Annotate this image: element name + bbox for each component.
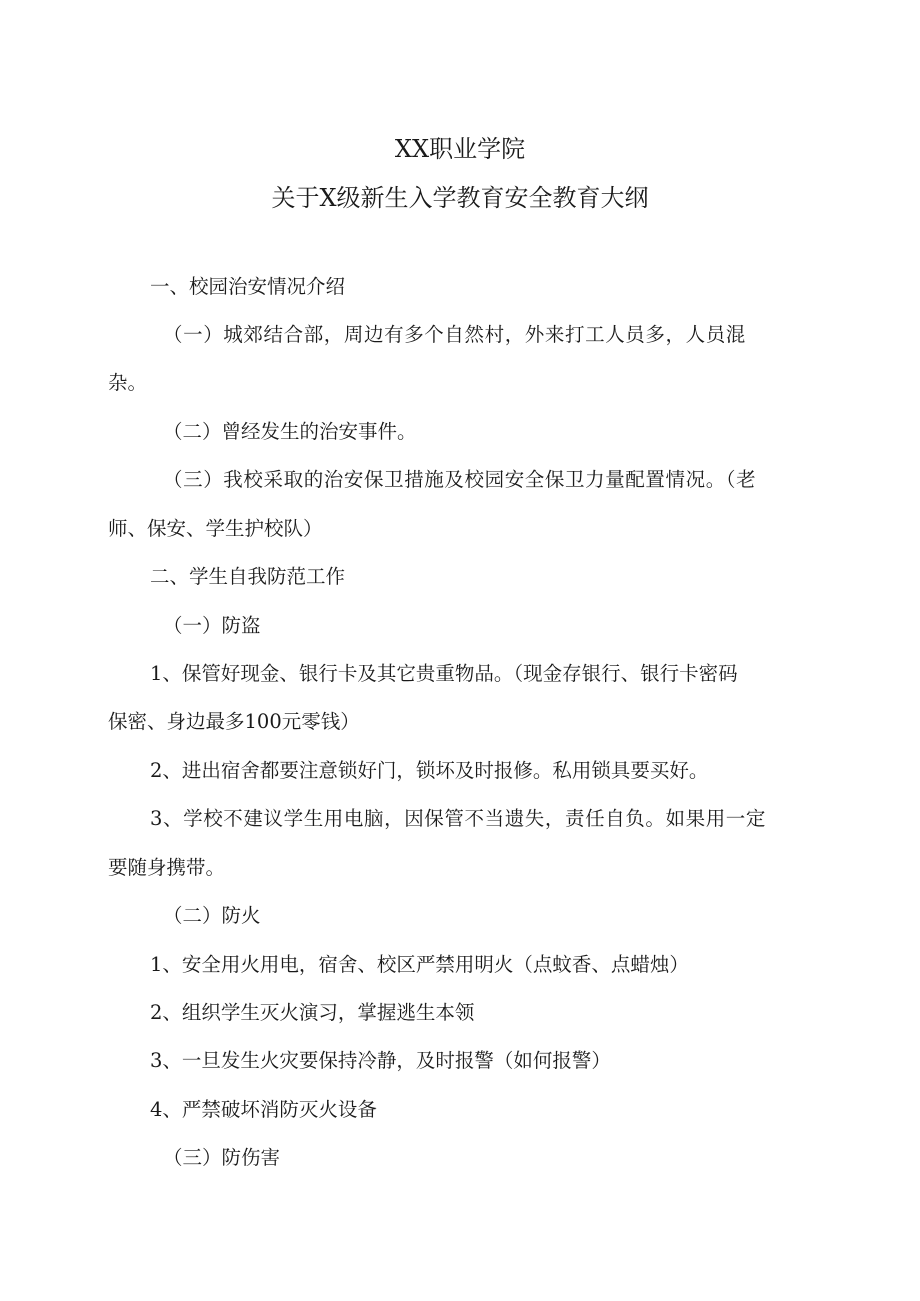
list-item: 2、进出宿舍都要注意锁好门，锁坏及时报修。私用锁具要买好。 [150,759,709,782]
paragraph-line: （二）曾经发生的治安事件。 [163,420,417,443]
list-item: 4、严禁破坏消防灭火设备 [150,1098,377,1121]
list-item: 3、一旦发生火灾要保持冷静，及时报警（如何报警） [150,1049,611,1072]
list-item: 1、保管好现金、银行卡及其它贵重物品。（现金存银行、银行卡密码 [150,662,738,685]
list-item: 2、组织学生灭火演习，掌握逃生本领 [150,1001,475,1024]
paragraph-line: （一）城郊结合部，周边有多个自然村，外来打工人员多，人员混 [163,323,746,346]
paragraph-line: （三）我校采取的治安保卫措施及校园安全保卫力量配置情况。（老 [163,468,757,491]
list-item-continued: 要随身携带。 [108,856,226,879]
list-item: 3、学校不建议学生用电脑，因保管不当遗失，责任自负。如果用一定 [150,807,767,830]
list-item-continued: 保密、身边最多100元零钱） [108,710,360,733]
list-item: 1、安全用火用电，宿舍、校区严禁用明火（点蚊香、点蜡烛） [150,953,689,976]
subsection-heading: （三）防伤害 [163,1146,281,1169]
subsection-heading: （一）防盗 [163,614,261,637]
subsection-heading: （二）防火 [163,904,261,927]
paragraph-line: 师、保安、学生护校队） [108,517,323,540]
section-heading: 一、校园治安情况介绍 [150,275,346,298]
document-title: XX职业学院 [394,135,526,163]
section-heading: 二、学生自我防范工作 [150,565,346,588]
document-subtitle: 关于X级新生入学教育安全教育大纲 [271,184,649,212]
paragraph-line: 杂。 [108,371,148,394]
